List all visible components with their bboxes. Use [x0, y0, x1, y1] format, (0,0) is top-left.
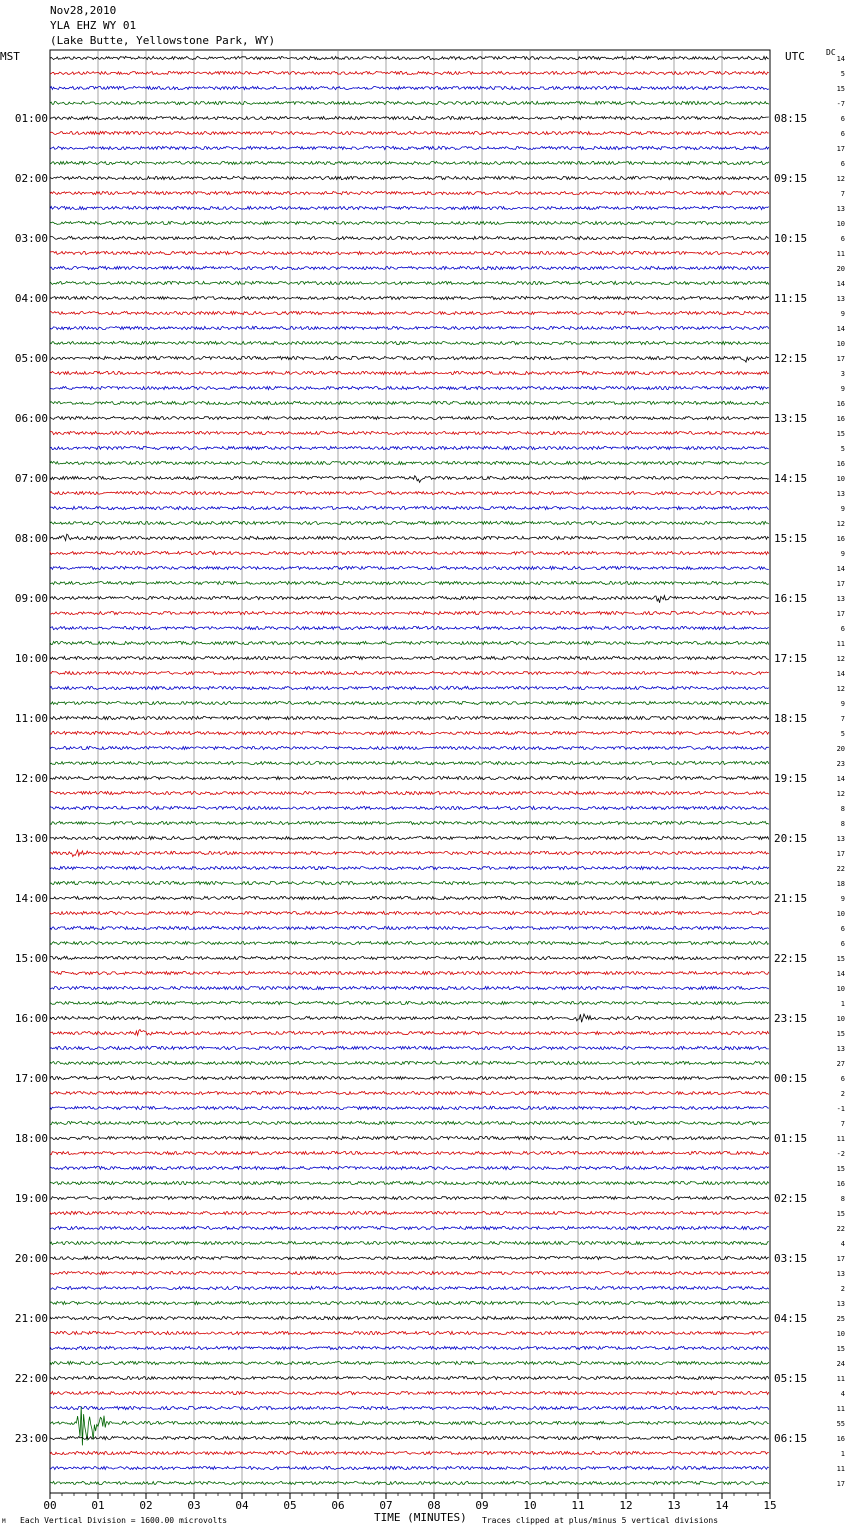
left-hour-label: 03:00: [14, 232, 48, 245]
dc-offset-label: 12: [836, 655, 845, 663]
trace-row: [50, 881, 769, 884]
trace-row: [50, 986, 769, 989]
dc-offset-label: 7: [840, 715, 845, 723]
x-tick-label: 04: [235, 1499, 249, 1512]
left-hour-label: 21:00: [14, 1312, 48, 1325]
x-tick-label: 09: [475, 1499, 489, 1512]
trace-row: [50, 1061, 769, 1064]
x-tick-label: 10: [523, 1499, 537, 1512]
left-hour-label: 05:00: [14, 352, 48, 365]
dc-offset-label: 13: [836, 1300, 845, 1308]
trace-row: [50, 1407, 769, 1446]
trace-row: [50, 611, 769, 614]
dc-offset-label: 20: [836, 265, 845, 273]
dc-offset-label: 16: [836, 460, 845, 468]
trace-row: [50, 850, 769, 857]
trace-row: [50, 296, 769, 299]
trace-row: [50, 1271, 769, 1274]
left-hour-label: 15:00: [14, 952, 48, 965]
dc-offset-label: 11: [836, 640, 845, 648]
trace-row: [50, 116, 769, 119]
dc-offset-label: 9: [840, 310, 845, 318]
dc-offset-label: 10: [836, 1330, 845, 1338]
trace-row: [50, 731, 769, 734]
trace-row: [50, 836, 769, 839]
left-hour-label: 14:00: [14, 892, 48, 905]
dc-offset-label: 14: [836, 325, 845, 333]
trace-row: [50, 534, 769, 540]
trace-row: [50, 1121, 769, 1124]
dc-offset-label: 11: [836, 1375, 845, 1383]
dc-offset-label: 12: [836, 520, 845, 528]
trace-row: [50, 1331, 769, 1334]
dc-offset-label: 6: [840, 1075, 845, 1083]
right-hour-label: 19:15: [774, 772, 808, 785]
trace-row: [50, 1436, 769, 1439]
trace-row: [50, 806, 769, 809]
dc-offset-label: 8: [840, 805, 845, 813]
x-tick-label: 15: [763, 1499, 777, 1512]
dc-offset-label: 25: [836, 1315, 845, 1323]
dc-offset-label: 2: [840, 1285, 845, 1293]
dc-offset-label: 12: [836, 685, 845, 693]
dc-offset-label: 11: [836, 1135, 845, 1143]
right-hour-label: 14:15: [774, 472, 808, 485]
trace-row: [50, 1301, 769, 1304]
trace-row: [50, 626, 769, 629]
x-tick-label: 08: [427, 1499, 441, 1512]
dc-offset-label: 6: [840, 160, 845, 168]
right-hour-label: 09:15: [774, 172, 808, 185]
trace-row: [50, 356, 769, 362]
dc-offset-label: 17: [836, 580, 845, 588]
trace-row: [50, 716, 769, 719]
trace-row: [50, 86, 769, 89]
dc-offset-label: 10: [836, 910, 845, 918]
dc-offset-label: 17: [836, 145, 845, 153]
trace-row: [50, 551, 769, 554]
left-hour-label: 20:00: [14, 1252, 48, 1265]
dc-offset-label: 13: [836, 835, 845, 843]
trace-row: [50, 1406, 769, 1409]
dc-offset-label: 17: [836, 850, 845, 858]
right-hour-label: 22:15: [774, 952, 808, 965]
dc-offset-label: 9: [840, 505, 845, 513]
left-hour-label: 06:00: [14, 412, 48, 425]
dc-offset-label: 14: [836, 670, 845, 678]
trace-row: [50, 1136, 769, 1139]
dc-offset-label: -1: [836, 1105, 845, 1113]
trace-row: [50, 1391, 769, 1394]
x-tick-label: 06: [331, 1499, 345, 1512]
dc-offset-label: 10: [836, 475, 845, 483]
header-location: (Lake Butte, Yellowstone Park, WY): [50, 34, 276, 47]
trace-row: [50, 1151, 769, 1154]
dc-offset-label: 3: [840, 370, 845, 378]
right-hour-label: 05:15: [774, 1372, 808, 1385]
left-hour-label: 19:00: [14, 1192, 48, 1205]
trace-row: [50, 1316, 769, 1319]
left-hour-label: 11:00: [14, 712, 48, 725]
dc-offset-label: 6: [840, 130, 845, 138]
trace-row: [50, 656, 769, 659]
dc-offset-label: 6: [840, 940, 845, 948]
right-hour-label: 00:15: [774, 1072, 808, 1085]
dc-offset-label: 15: [836, 85, 845, 93]
dc-offset-label: 16: [836, 1180, 845, 1188]
dc-offset-label: 22: [836, 865, 845, 873]
trace-row: [50, 161, 769, 164]
left-hour-label: 17:00: [14, 1072, 48, 1085]
header-date: Nov28,2010: [50, 4, 117, 17]
dc-offset-label: 4: [840, 1240, 845, 1248]
trace-row: [50, 1361, 769, 1364]
trace-row: [50, 71, 769, 74]
dc-offset-label: 13: [836, 490, 845, 498]
left-hour-label: 01:00: [14, 112, 48, 125]
trace-row: [50, 686, 769, 689]
clip-note: Traces clipped at plus/minus 5 vertical divisions: [482, 1516, 719, 1525]
left-hour-label: 07:00: [14, 472, 48, 485]
dc-offset-label: 22: [836, 1225, 845, 1233]
dc-offset-label: 20: [836, 745, 845, 753]
trace-row: [50, 641, 769, 644]
dc-offset-label: 11: [836, 250, 845, 258]
dc-offset-label: 18: [836, 880, 845, 888]
trace-row: [50, 1226, 769, 1229]
dc-offset-label: 7: [840, 1120, 845, 1128]
trace-row: [50, 1091, 769, 1094]
x-tick-label: 05: [283, 1499, 297, 1512]
dc-offset-label: 15: [836, 1030, 845, 1038]
trace-row: [50, 401, 769, 404]
dc-offset-label: 10: [836, 340, 845, 348]
left-hour-label: 09:00: [14, 592, 48, 605]
dc-offset-label: 10: [836, 220, 845, 228]
trace-row: [50, 191, 769, 194]
dc-offset-label: 16: [836, 1435, 845, 1443]
right-hour-label: 11:15: [774, 292, 808, 305]
dc-offset-label: 8: [840, 1195, 845, 1203]
corner-mark: M: [2, 1518, 6, 1525]
trace-row: [50, 671, 769, 674]
trace-row: [50, 1106, 769, 1109]
x-tick-label: 14: [715, 1499, 729, 1512]
dc-offset-label: 14: [836, 970, 845, 978]
trace-row: [50, 461, 769, 464]
dc-offset-label: 9: [840, 895, 845, 903]
right-hour-label: 20:15: [774, 832, 808, 845]
x-tick-label: 00: [43, 1499, 57, 1512]
trace-row: [50, 386, 769, 389]
trace-row: [50, 446, 769, 449]
dc-offset-label: 4: [840, 1390, 845, 1398]
trace-row: [50, 1181, 769, 1184]
right-hour-label: 10:15: [774, 232, 808, 245]
dc-offset-label: 1: [840, 1000, 845, 1008]
scale-note: Each Vertical Division = 1600.00 microvolts: [20, 1516, 228, 1525]
trace-row: [50, 1196, 769, 1199]
trace-row: [50, 1030, 769, 1036]
trace-row: [50, 746, 769, 749]
trace-row: [50, 581, 769, 584]
trace-row: [50, 1241, 769, 1244]
dc-offset-label: 12: [836, 790, 845, 798]
dc-offset-label: 5: [840, 445, 845, 453]
dc-offset-label: 6: [840, 925, 845, 933]
dc-offset-label: 17: [836, 355, 845, 363]
trace-row: [50, 101, 769, 104]
dc-offset-label: 17: [836, 1255, 845, 1263]
dc-offset-label: 6: [840, 235, 845, 243]
trace-row: [50, 956, 769, 959]
trace-row: [50, 236, 769, 239]
right-hour-label: 02:15: [774, 1192, 808, 1205]
trace-row: [50, 971, 769, 974]
left-hour-label: 22:00: [14, 1372, 48, 1385]
right-hour-label: 23:15: [774, 1012, 808, 1025]
x-tick-label: 01: [91, 1499, 105, 1512]
x-tick-label: 12: [619, 1499, 633, 1512]
right-hour-label: 13:15: [774, 412, 808, 425]
left-hour-label: 16:00: [14, 1012, 48, 1025]
dc-offset-label: 55: [836, 1420, 845, 1428]
trace-row: [50, 1481, 769, 1484]
dc-offset-label: 2: [840, 1090, 845, 1098]
left-hour-label: 08:00: [14, 532, 48, 545]
dc-offset-label: 24: [836, 1360, 845, 1368]
left-hour-label: 13:00: [14, 832, 48, 845]
trace-row: [50, 911, 769, 914]
trace-row: [50, 476, 769, 483]
dc-offset-label: 15: [836, 430, 845, 438]
trace-row: [50, 1256, 769, 1259]
right-hour-label: 12:15: [774, 352, 808, 365]
dc-offset-label: 9: [840, 700, 845, 708]
right-hour-label: 17:15: [774, 652, 808, 665]
x-tick-label: 02: [139, 1499, 153, 1512]
dc-offset-label: 16: [836, 415, 845, 423]
right-hour-label: 21:15: [774, 892, 808, 905]
left-hour-label: 23:00: [14, 1432, 48, 1445]
trace-row: [50, 131, 769, 134]
trace-row: [50, 416, 769, 419]
dc-offset-label: 9: [840, 385, 845, 393]
left-hour-label: 04:00: [14, 292, 48, 305]
trace-row: [50, 341, 769, 344]
dc-offset-label: 12: [836, 175, 845, 183]
trace-row: [50, 776, 769, 779]
x-tick-label: 07: [379, 1499, 393, 1512]
dc-offset-label: 11: [836, 1405, 845, 1413]
trace-row: [50, 431, 769, 434]
dc-offset-label: 11: [836, 1465, 845, 1473]
dc-offset-label: 10: [836, 985, 845, 993]
left-hour-label: 18:00: [14, 1132, 48, 1145]
dc-label: DC: [826, 48, 836, 57]
trace-row: [50, 761, 769, 764]
trace-row: [50, 1466, 769, 1469]
dc-offset-label: 16: [836, 535, 845, 543]
trace-row: [50, 491, 769, 494]
trace-row: [50, 701, 769, 704]
dc-offset-label: 15: [836, 955, 845, 963]
x-tick-label: 13: [667, 1499, 681, 1512]
trace-row: [50, 926, 769, 929]
trace-row: [50, 791, 769, 794]
dc-offset-label: 9: [840, 550, 845, 558]
trace-row: [50, 506, 769, 509]
dc-offset-label: 16: [836, 400, 845, 408]
right-hour-label: 04:15: [774, 1312, 808, 1325]
trace-row: [50, 1076, 769, 1079]
right-hour-label: 06:15: [774, 1432, 808, 1445]
trace-row: [50, 896, 769, 899]
dc-offset-label: 5: [840, 730, 845, 738]
trace-row: [50, 1001, 769, 1004]
dc-offset-label: 13: [836, 1045, 845, 1053]
trace-row: [50, 1346, 769, 1349]
dc-offset-label: 5: [840, 70, 845, 78]
dc-offset-label: -2: [836, 1150, 845, 1158]
dc-offset-label: 13: [836, 595, 845, 603]
left-hour-label: 12:00: [14, 772, 48, 785]
trace-row: [50, 941, 769, 944]
dc-offset-label: 23: [836, 760, 845, 768]
trace-row: [50, 206, 769, 209]
dc-offset-label: 13: [836, 295, 845, 303]
dc-offset-label: 1: [840, 1450, 845, 1458]
dc-offset-label: 7: [840, 190, 845, 198]
dc-offset-label: 14: [836, 565, 845, 573]
dc-offset-label: 6: [840, 625, 845, 633]
left-timezone-label: MST: [0, 50, 20, 63]
x-tick-label: 03: [187, 1499, 201, 1512]
trace-row: [50, 326, 769, 329]
trace-row: [50, 251, 769, 254]
trace-row: [50, 866, 769, 869]
right-hour-label: 03:15: [774, 1252, 808, 1265]
trace-row: [50, 1451, 769, 1454]
dc-offset-label: -7: [836, 100, 845, 108]
trace-row: [50, 176, 769, 179]
plot-frame: [50, 50, 770, 1493]
right-hour-label: 16:15: [774, 592, 808, 605]
dc-offset-label: 14: [836, 280, 845, 288]
dc-offset-label: 27: [836, 1060, 845, 1068]
trace-row: [50, 1376, 769, 1379]
right-hour-label: 18:15: [774, 712, 808, 725]
trace-row: [50, 1046, 769, 1049]
dc-offset-label: 15: [836, 1165, 845, 1173]
right-hour-label: 15:15: [774, 532, 808, 545]
left-hour-label: 10:00: [14, 652, 48, 665]
x-tick-label: 11: [571, 1499, 585, 1512]
dc-offset-label: 17: [836, 1480, 845, 1488]
trace-row: [50, 821, 769, 824]
dc-offset-label: 14: [836, 775, 845, 783]
trace-row: [50, 56, 769, 59]
right-hour-label: 01:15: [774, 1132, 808, 1145]
trace-row: [50, 371, 769, 374]
header-station: YLA EHZ WY 01: [50, 19, 137, 32]
trace-row: [50, 566, 769, 569]
dc-offset-label: 10: [836, 1015, 845, 1023]
right-hour-label: 08:15: [774, 112, 808, 125]
trace-row: [50, 1166, 769, 1169]
trace-row: [50, 221, 769, 224]
trace-row: [50, 311, 769, 314]
dc-offset-label: 15: [836, 1210, 845, 1218]
dc-offset-label: 14: [836, 55, 845, 63]
trace-row: [50, 281, 769, 284]
trace-row: [50, 596, 769, 603]
dc-offset-label: 13: [836, 205, 845, 213]
dc-offset-label: 8: [840, 820, 845, 828]
dc-offset-label: 13: [836, 1270, 845, 1278]
trace-row: [50, 146, 769, 149]
right-timezone-label: UTC: [785, 50, 805, 63]
trace-row: [50, 1286, 769, 1289]
dc-offset-label: 6: [840, 115, 845, 123]
left-hour-label: 02:00: [14, 172, 48, 185]
dc-offset-label: 17: [836, 610, 845, 618]
trace-row: [50, 1014, 769, 1022]
dc-offset-label: 15: [836, 1345, 845, 1353]
trace-row: [50, 521, 769, 524]
x-axis-label: TIME (MINUTES): [374, 1511, 467, 1524]
trace-row: [50, 1211, 769, 1214]
trace-row: [50, 266, 769, 269]
